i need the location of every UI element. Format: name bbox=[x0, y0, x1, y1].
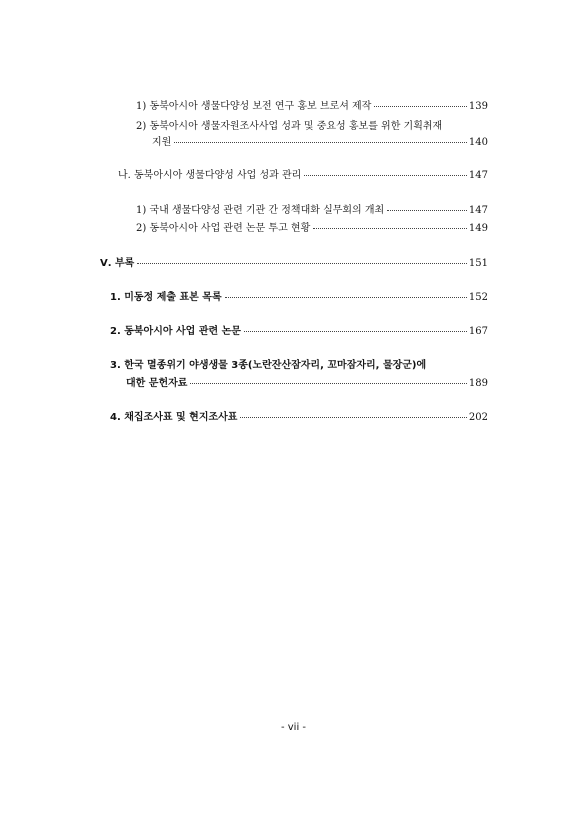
dot-leader bbox=[225, 297, 467, 298]
toc-entry-text: 1. 미동정 제출 표본 목록 bbox=[110, 292, 222, 303]
toc-entry-interview-support[interactable] bbox=[152, 133, 488, 148]
toc-page-number: 189 bbox=[468, 378, 488, 389]
toc-page-number: 151 bbox=[468, 258, 488, 269]
toc-entry-performance-management[interactable] bbox=[118, 166, 488, 181]
toc-entry-paper-status[interactable] bbox=[136, 219, 488, 234]
toc-page-number: 152 bbox=[468, 292, 488, 303]
toc-page-number: 147 bbox=[468, 170, 488, 181]
toc-entry-text: 4. 채집조사표 및 현지조사표 bbox=[110, 412, 238, 423]
toc-page-number: 147 bbox=[468, 205, 488, 216]
toc-entry-related-papers[interactable] bbox=[110, 322, 488, 337]
toc-page-number: 149 bbox=[468, 223, 488, 234]
dot-leader bbox=[387, 210, 467, 211]
dot-leader bbox=[304, 175, 467, 176]
dot-leader bbox=[137, 263, 467, 264]
toc-entry-text: 2) 동북아시아 사업 관련 논문 투고 현황 bbox=[136, 223, 311, 234]
toc-entry-specimen-list[interactable] bbox=[110, 288, 488, 303]
dot-leader bbox=[190, 383, 466, 384]
toc-page-number: 202 bbox=[468, 412, 488, 423]
toc-entry-appendix[interactable] bbox=[100, 254, 488, 269]
dot-leader bbox=[313, 228, 467, 229]
toc-entry-survey-forms[interactable] bbox=[110, 408, 488, 423]
toc-entry-brochure[interactable] bbox=[136, 97, 488, 112]
toc-entry-literature[interactable] bbox=[126, 374, 488, 389]
dot-leader bbox=[174, 142, 467, 143]
toc-page-number: 167 bbox=[468, 326, 488, 337]
toc-entry-text: 1) 국내 생물다양성 관련 기관 간 정책대화 실무회의 개최 bbox=[136, 205, 385, 216]
toc-entry-text: 대한 문헌자료 bbox=[126, 378, 188, 389]
toc-page-number: 139 bbox=[468, 101, 488, 112]
toc-page-number: 140 bbox=[468, 137, 488, 148]
toc-entry-text-line1: 2) 동북아시아 생물자원조사사업 성과 및 중요성 홍보를 위한 기획취재 bbox=[136, 121, 443, 132]
dot-leader bbox=[240, 417, 466, 418]
toc-entry-text: 1) 동북아시아 생물다양성 보전 연구 홍보 브로셔 제작 bbox=[136, 101, 372, 112]
page-number-footer: - vii - bbox=[280, 722, 307, 733]
toc-entry-text: 2. 동북아시아 사업 관련 논문 bbox=[110, 326, 241, 337]
toc-entry-text: Ⅴ. 부록 bbox=[100, 258, 135, 269]
toc-entry-text-line1: 3. 한국 멸종위기 야생생물 3종(노란잔산잠자리, 꼬마잠자리, 물장군)에 bbox=[110, 360, 427, 371]
dot-leader bbox=[244, 331, 467, 332]
dot-leader bbox=[374, 106, 467, 107]
toc-entry-text: 나. 동북아시아 생물다양성 사업 성과 관리 bbox=[118, 170, 302, 181]
toc-entry-policy-dialogue[interactable] bbox=[136, 201, 488, 216]
toc-entry-text: 지원 bbox=[152, 137, 172, 148]
